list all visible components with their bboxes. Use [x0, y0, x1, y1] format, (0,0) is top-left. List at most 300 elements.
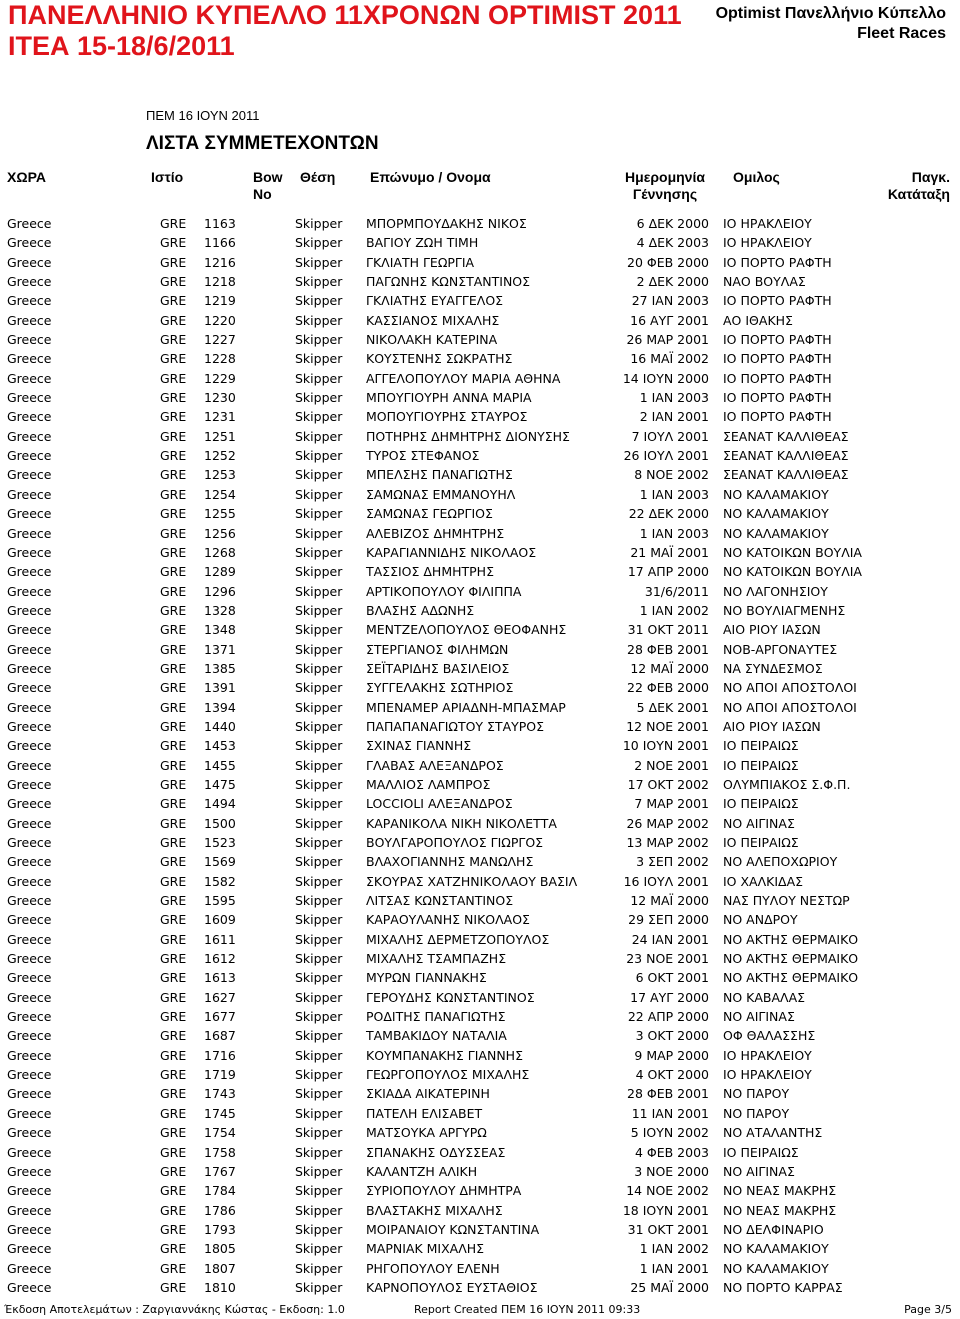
cell-birth-date: 12 ΝΟΕ 2001: [626, 718, 709, 734]
cell-sail: GRE: [160, 602, 187, 618]
cell-birth-date: 26 ΙΟΥΛ 2001: [623, 448, 709, 464]
cell-birth-date: 25 ΜΑΪ 2000: [630, 1279, 709, 1295]
cell-name: ΚΟΥΜΠΑΝΑΚΗΣ ΓΙΑΝΝΗΣ: [366, 1047, 523, 1063]
cell-country: Greece: [7, 583, 52, 599]
cell-bow-no: 1475: [204, 776, 236, 792]
cell-birth-date: 3 ΣΕΠ 2002: [636, 854, 709, 870]
cell-sail: GRE: [160, 1202, 187, 1218]
cell-sail: GRE: [160, 641, 187, 657]
table-row: [0, 698, 960, 717]
cell-country: Greece: [7, 1221, 52, 1237]
table-row: [0, 891, 960, 910]
cell-country: Greece: [7, 1183, 52, 1199]
cell-bow-no: 1219: [204, 293, 236, 309]
cell-name: ΑΛΕΒΙΖΟΣ ΔΗΜΗΤΡΗΣ: [366, 525, 505, 541]
column-header-bow-line1: Bow: [253, 169, 283, 185]
cell-country: Greece: [7, 757, 52, 773]
cell-country: Greece: [7, 254, 52, 270]
cell-sail: GRE: [160, 1221, 187, 1237]
table-row: [0, 407, 960, 426]
column-header-bow: [253, 169, 283, 203]
report-date: ΠΕΜ 16 ΙΟΥΝ 2011: [146, 108, 260, 123]
cell-name: ΝΙΚΟΛΑΚΗ ΚΑΤΕΡΙΝΑ: [366, 332, 498, 348]
cell-position: Skipper: [295, 738, 343, 754]
column-header-birth: [610, 169, 720, 203]
cell-birth-date: 17 ΑΠΡ 2000: [627, 564, 709, 580]
cell-birth-date: 21 ΜΑΪ 2001: [630, 544, 709, 560]
cell-sail: GRE: [160, 1009, 187, 1025]
cell-country: Greece: [7, 525, 52, 541]
cell-bow-no: 1348: [204, 622, 236, 638]
cell-position: Skipper: [295, 525, 343, 541]
race-type: Fleet Races: [857, 25, 946, 42]
cell-club: ΝΟΒ-ΑΡΓΟΝΑΥΤΕΣ: [723, 641, 838, 657]
cell-bow-no: 1166: [204, 235, 236, 251]
cell-bow-no: 1609: [204, 912, 236, 928]
cell-position: Skipper: [295, 931, 343, 947]
cell-sail: GRE: [160, 893, 187, 909]
page-footer: [0, 1302, 960, 1319]
column-header-country: ΧΩΡΑ: [7, 169, 46, 185]
cell-birth-date: 13 ΜΑΡ 2002: [626, 835, 709, 850]
cell-name: ΚΟΥΣΤΕΝΗΣ ΣΩΚΡΑΤΗΣ: [366, 351, 513, 367]
cell-country: Greece: [7, 680, 52, 696]
cell-name: ΒΛΑΣΤΑΚΗΣ ΜΙΧΑΛΗΣ: [366, 1202, 503, 1218]
table-row: [0, 311, 960, 330]
cell-country: Greece: [7, 1279, 52, 1295]
cell-name: ΜΙΧΑΛΗΣ ΔΕΡΜΕΤΖΟΠΟΥΛΟΣ: [366, 931, 550, 947]
cell-country: Greece: [7, 854, 52, 870]
cell-bow-no: 1296: [204, 583, 236, 599]
cell-club: ΝΟ ΑΙΓΙΝΑΣ: [723, 1163, 795, 1179]
column-header-club: Ομιλος: [733, 169, 780, 185]
cell-position: Skipper: [295, 351, 343, 367]
cell-sail: GRE: [160, 854, 187, 870]
cell-birth-date: 31/6/2011: [644, 583, 709, 599]
cell-club: ΙΟ ΠΕΙΡΑΙΩΣ: [723, 1144, 799, 1160]
cell-birth-date: 5 ΙΟΥΝ 2002: [630, 1125, 709, 1141]
column-header-bow-line2: No: [253, 186, 272, 202]
cell-birth-date: 1 ΙΑΝ 2003: [639, 486, 709, 502]
cell-club: ΝΟ ΚΑΛΑΜΑΚΙΟΥ: [723, 506, 829, 522]
cell-country: Greece: [7, 951, 52, 967]
cell-country: Greece: [7, 602, 52, 618]
cell-bow-no: 1500: [204, 815, 236, 831]
cell-club: ΑΙΟ ΡΙΟΥ ΙΑΣΩΝ: [723, 622, 821, 638]
table-row: [0, 1084, 960, 1103]
cell-sail: GRE: [160, 409, 187, 425]
cell-position: Skipper: [295, 1125, 343, 1141]
table-row: [0, 1181, 960, 1200]
cell-club: ΣΕΑΝΑΤ ΚΑΛΛΙΘΕΑΣ: [723, 428, 849, 444]
cell-country: Greece: [7, 370, 52, 386]
cell-name: ΣΕΪΤΑΡΙΔΗΣ ΒΑΣΙΛΕΙΟΣ: [366, 660, 510, 676]
table-row: [0, 1007, 960, 1026]
cell-club: ΙΟ ΗΡΑΚΛΕΙΟΥ: [723, 235, 812, 251]
cell-country: Greece: [7, 660, 52, 676]
cell-bow-no: 1677: [204, 1009, 236, 1025]
cell-bow-no: 1745: [204, 1105, 236, 1121]
event-location-dates: ΙΤΕΑ 15-18/6/2011: [8, 31, 235, 61]
cell-position: Skipper: [295, 274, 343, 290]
table-row: [0, 717, 960, 736]
cell-club: ΙΟ ΗΡΑΚΛΕΙΟΥ: [723, 216, 812, 231]
cell-bow-no: 1391: [204, 680, 236, 696]
cell-bow-no: 1494: [204, 796, 236, 812]
cell-name: ΜΠΟΥΓΙΟΥΡΗ ΑΝΝΑ ΜΑΡΙΑ: [366, 390, 532, 406]
cell-sail: GRE: [160, 1279, 187, 1295]
cell-sail: GRE: [160, 989, 187, 1005]
cell-birth-date: 2 ΝΟΕ 2001: [634, 757, 709, 773]
cell-name: ΜΠΟΡΜΠΟΥΔΑΚΗΣ ΝΙΚΟΣ: [366, 216, 527, 231]
cell-club: ΝΟ ΑΠΟΙ ΑΠΟΣΤΟΛΟΙ: [723, 699, 857, 715]
cell-position: Skipper: [295, 1105, 343, 1121]
cell-club: ΙΟ ΠΟΡΤΟ ΡΑΦΤΗ: [723, 293, 832, 309]
cell-position: Skipper: [295, 757, 343, 773]
cell-sail: GRE: [160, 1260, 187, 1276]
footer-report-created: Report Created ΠΕΜ 16 ΙΟΥΝ 2011 09:33: [414, 1303, 641, 1316]
cell-sail: GRE: [160, 1125, 187, 1141]
cell-club: ΙΟ ΠΟΡΤΟ ΡΑΦΤΗ: [723, 332, 832, 348]
table-row: [0, 1201, 960, 1220]
cell-club: ΝΑ ΣΥΝΔΕΣΜΟΣ: [723, 660, 823, 676]
cell-sail: GRE: [160, 216, 187, 231]
cell-birth-date: 29 ΣΕΠ 2000: [628, 912, 709, 928]
cell-sail: GRE: [160, 254, 187, 270]
cell-birth-date: 17 ΟΚΤ 2002: [627, 776, 709, 792]
cell-birth-date: 26 ΜΑΡ 2002: [626, 815, 709, 831]
table-row: [0, 504, 960, 523]
cell-birth-date: 12 ΜΑΪ 2000: [630, 660, 709, 676]
cell-sail: GRE: [160, 583, 187, 599]
cell-bow-no: 1784: [204, 1183, 236, 1199]
cell-sail: GRE: [160, 718, 187, 734]
cell-sail: GRE: [160, 951, 187, 967]
cell-name: ΜΥΡΩΝ ΓΙΑΝΝΑΚΗΣ: [366, 970, 487, 986]
cell-club: ΝΟ ΝΕΑΣ ΜΑΚΡΗΣ: [723, 1183, 837, 1199]
cell-sail: GRE: [160, 370, 187, 386]
cell-club: ΑΟ ΙΘΑΚΗΣ: [723, 312, 793, 328]
table-row: [0, 1278, 960, 1297]
cell-bow-no: 1229: [204, 370, 236, 386]
cell-bow-no: 1613: [204, 970, 236, 986]
cell-position: Skipper: [295, 776, 343, 792]
table-row: [0, 833, 960, 852]
cell-position: Skipper: [295, 564, 343, 580]
cell-position: Skipper: [295, 428, 343, 444]
cell-position: Skipper: [295, 1144, 343, 1160]
cell-sail: GRE: [160, 1105, 187, 1121]
cell-birth-date: 26 ΜΑΡ 2001: [626, 332, 709, 348]
cell-country: Greece: [7, 486, 52, 502]
cell-name: ΣΥΓΓΕΛΑΚΗΣ ΣΩΤΗΡΙΟΣ: [366, 680, 514, 696]
cell-club: ΝΟ ΔΕΛΦΙΝΑΡΙΟ: [723, 1221, 824, 1237]
table-row: [0, 988, 960, 1007]
cell-name: ΓΚΛΙΑΤΗΣ ΕΥΑΓΓΕΛΟΣ: [366, 293, 504, 309]
cell-country: Greece: [7, 544, 52, 560]
cell-birth-date: 20 ΦΕΒ 2000: [627, 254, 709, 270]
cell-bow-no: 1687: [204, 1028, 236, 1044]
cell-country: Greece: [7, 467, 52, 483]
cell-position: Skipper: [295, 796, 343, 812]
cell-club: ΙΟ ΠΕΙΡΑΙΩΣ: [723, 796, 799, 812]
table-row: [0, 1123, 960, 1142]
cell-name: ΒΑΓΙΟΥ ΖΩΗ ΤΙΜΗ: [366, 235, 479, 251]
cell-country: Greece: [7, 1047, 52, 1063]
cell-position: Skipper: [295, 409, 343, 425]
cell-country: Greece: [7, 989, 52, 1005]
cell-country: Greece: [7, 931, 52, 947]
cell-bow-no: 1255: [204, 506, 236, 522]
cell-name: ΣΚΟΥΡΑΣ ΧΑΤΖΗΝΙΚΟΛΑΟΥ ΒΑΣΙΛ: [366, 873, 578, 889]
cell-club: ΝΟ ΚΑΛΑΜΑΚΙΟΥ: [723, 1260, 829, 1276]
cell-country: Greece: [7, 235, 52, 251]
cell-name: ΜΟΙΡΑΝΑΙΟΥ ΚΩΝΣΤΑΝΤΙΝΑ: [366, 1221, 540, 1237]
cell-bow-no: 1268: [204, 544, 236, 560]
cell-birth-date: 1 ΙΑΝ 2001: [639, 1260, 709, 1276]
table-row: [0, 1162, 960, 1181]
cell-birth-date: 23 ΝΟΕ 2001: [626, 951, 709, 967]
cell-name: LOCCIOLI ΑΛΕΞΑΝΔΡΟΣ: [366, 796, 513, 812]
cell-birth-date: 2 ΔΕΚ 2000: [636, 274, 709, 290]
table-row: [0, 465, 960, 484]
cell-country: Greece: [7, 312, 52, 328]
column-header-rank-line1: Παγκ.: [911, 169, 950, 185]
cell-club: ΝΟ ΑΙΓΙΝΑΣ: [723, 1009, 795, 1025]
event-title: ΠΑΝΕΛΛΗΝΙΟ ΚΥΠΕΛΛΟ 11ΧΡΟΝΩΝ OPTIMIST 2011: [8, 0, 682, 30]
table-row: [0, 446, 960, 465]
cell-country: Greece: [7, 351, 52, 367]
table-row: [0, 1239, 960, 1258]
cell-country: Greece: [7, 835, 52, 850]
cell-birth-date: 5 ΔΕΚ 2001: [636, 699, 709, 715]
cell-sail: GRE: [160, 274, 187, 290]
cell-name: ΒΟΥΛΓΑΡΟΠΟΥΛΟΣ ΓΙΩΡΓΟΣ: [366, 835, 544, 850]
cell-country: Greece: [7, 912, 52, 928]
cell-club: ΝΟ ΒΟΥΛΙΑΓΜΕΝΗΣ: [723, 602, 846, 618]
cell-position: Skipper: [295, 293, 343, 309]
cell-country: Greece: [7, 390, 52, 406]
cell-bow-no: 1231: [204, 409, 236, 425]
cell-country: Greece: [7, 1241, 52, 1257]
footer-page-number: Page 3/5: [904, 1303, 952, 1316]
cell-name: ΣΑΜΩΝΑΣ ΓΕΩΡΓΙΟΣ: [366, 506, 493, 522]
cell-birth-date: 18 ΙΟΥΝ 2001: [622, 1202, 709, 1218]
table-row: [0, 1046, 960, 1065]
cell-country: Greece: [7, 796, 52, 812]
cell-bow-no: 1810: [204, 1279, 236, 1295]
cell-country: Greece: [7, 1202, 52, 1218]
cell-birth-date: 1 ΙΑΝ 2003: [639, 525, 709, 541]
cell-birth-date: 16 ΑΥΓ 2001: [630, 312, 709, 328]
cell-club: ΝΟ ΑΙΓΙΝΑΣ: [723, 815, 795, 831]
participants-table-body: [0, 214, 960, 1297]
cell-country: Greece: [7, 738, 52, 754]
cell-bow-no: 1805: [204, 1241, 236, 1257]
cell-sail: GRE: [160, 525, 187, 541]
cell-position: Skipper: [295, 622, 343, 638]
cell-sail: GRE: [160, 757, 187, 773]
cell-name: ΤΑΣΣΙΟΣ ΔΗΜΗΤΡΗΣ: [366, 564, 494, 580]
footer-edition: Έκδοση Αποτελεμάτων : Ζαργιαννάκης Κώστας - Εκδοση: 1.0: [4, 1303, 345, 1316]
table-row: [0, 427, 960, 446]
cell-sail: GRE: [160, 1241, 187, 1257]
cell-sail: GRE: [160, 776, 187, 792]
cell-club: ΣΕΑΝΑΤ ΚΑΛΛΙΘΕΑΣ: [723, 467, 849, 483]
cell-birth-date: 16 ΙΟΥΛ 2001: [623, 873, 709, 889]
table-row: [0, 620, 960, 639]
cell-country: Greece: [7, 1067, 52, 1083]
cell-country: Greece: [7, 409, 52, 425]
cell-position: Skipper: [295, 1260, 343, 1276]
cell-name: ΒΛΑΧΟΓΙΑΝΝΗΣ ΜΑΝΩΛΗΣ: [366, 854, 534, 870]
cell-bow-no: 1254: [204, 486, 236, 502]
cell-bow-no: 1627: [204, 989, 236, 1005]
cell-club: ΝΟ ΚΑΒΑΛΑΣ: [723, 989, 806, 1005]
cell-country: Greece: [7, 970, 52, 986]
cell-bow-no: 1807: [204, 1260, 236, 1276]
cell-name: ΜΕΝΤΖΕΛΟΠΟΥΛΟΣ ΘΕΟΦΑΝΗΣ: [366, 622, 567, 638]
cell-position: Skipper: [295, 486, 343, 502]
table-row: [0, 1259, 960, 1278]
cell-birth-date: 22 ΔΕΚ 2000: [628, 506, 709, 522]
cell-country: Greece: [7, 622, 52, 638]
cell-position: Skipper: [295, 1047, 343, 1063]
cell-bow-no: 1453: [204, 738, 236, 754]
cell-country: Greece: [7, 699, 52, 715]
cell-position: Skipper: [295, 893, 343, 909]
table-row: [0, 640, 960, 659]
cell-position: Skipper: [295, 583, 343, 599]
cell-club: ΣΕΑΝΑΤ ΚΑΛΛΙΘΕΑΣ: [723, 448, 849, 464]
cell-bow-no: 1220: [204, 312, 236, 328]
cell-club: ΙΟ ΠΟΡΤΟ ΡΑΦΤΗ: [723, 370, 832, 386]
cell-sail: GRE: [160, 680, 187, 696]
cell-sail: GRE: [160, 506, 187, 522]
cell-name: ΓΕΡΟΥΔΗΣ ΚΩΝΣΤΑΝΤΙΝΟΣ: [366, 989, 535, 1005]
cell-sail: GRE: [160, 796, 187, 812]
table-row: [0, 601, 960, 620]
table-row: [0, 1104, 960, 1123]
cell-position: Skipper: [295, 1067, 343, 1083]
cell-club: ΝΑΟ ΒΟΥΛΑΣ: [723, 274, 806, 290]
cell-name: ΚΑΡΝΟΠΟΥΛΟΣ ΕΥΣΤΑΘΙΟΣ: [366, 1279, 538, 1295]
cell-sail: GRE: [160, 1067, 187, 1083]
cell-club: ΝΟ ΚΑΤΟΙΚΩΝ ΒΟΥΛΙΑ: [723, 544, 862, 560]
cell-birth-date: 2 ΙΑΝ 2001: [639, 409, 709, 425]
cell-birth-date: 28 ΦΕΒ 2001: [627, 641, 709, 657]
cell-sail: GRE: [160, 235, 187, 251]
cell-country: Greece: [7, 428, 52, 444]
cell-country: Greece: [7, 1144, 52, 1160]
table-row: [0, 814, 960, 833]
cell-bow-no: 1767: [204, 1163, 236, 1179]
table-row: [0, 582, 960, 601]
cell-birth-date: 9 ΜΑΡ 2000: [634, 1047, 709, 1063]
cell-club: ΝΟ ΚΑΛΑΜΑΚΙΟΥ: [723, 1241, 829, 1257]
cell-position: Skipper: [295, 660, 343, 676]
cell-birth-date: 16 ΜΑΪ 2002: [630, 351, 709, 367]
cell-name: ΣΠΑΝΑΚΗΣ ΟΔΥΣΣΕΑΣ: [366, 1144, 506, 1160]
cell-position: Skipper: [295, 1183, 343, 1199]
cell-name: ΒΛΑΣΗΣ ΑΔΩΝΗΣ: [366, 602, 475, 618]
cell-sail: GRE: [160, 467, 187, 483]
column-header-rank-line2: Κατάταξη: [887, 186, 950, 202]
cell-club: ΙΟ ΠΕΙΡΑΙΩΣ: [723, 835, 799, 850]
cell-country: Greece: [7, 448, 52, 464]
cell-name: ΜΑΡΝΙΑΚ ΜΙΧΑΛΗΣ: [366, 1241, 485, 1257]
cell-name: ΓΚΛΙΑΤΗ ΓΕΩΡΓΙΑ: [366, 254, 475, 270]
cell-country: Greece: [7, 1105, 52, 1121]
cell-sail: GRE: [160, 448, 187, 464]
cell-bow-no: 1716: [204, 1047, 236, 1063]
cell-bow-no: 1786: [204, 1202, 236, 1218]
cell-bow-no: 1793: [204, 1221, 236, 1237]
cell-birth-date: 1 ΙΑΝ 2003: [639, 390, 709, 406]
table-row: [0, 524, 960, 543]
cell-name: ΠΑΤΕΛΗ ΕΛΙΣΑΒΕΤ: [366, 1105, 483, 1121]
cell-birth-date: 1 ΙΑΝ 2002: [639, 602, 709, 618]
table-row: [0, 233, 960, 252]
cell-name: ΣΚΙΑΔΑ ΑΙΚΑΤΕΡΙΝΗ: [366, 1086, 490, 1102]
cell-club: ΝΟ ΑΚΤΗΣ ΘΕΡΜΑΙΚΟ: [723, 970, 859, 986]
cell-club: ΝΟ ΑΚΤΗΣ ΘΕΡΜΑΙΚΟ: [723, 931, 859, 947]
cell-position: Skipper: [295, 332, 343, 348]
cell-birth-date: 4 ΦΕΒ 2003: [634, 1144, 709, 1160]
table-row: [0, 659, 960, 678]
table-row: [0, 968, 960, 987]
cell-bow-no: 1163: [204, 216, 236, 231]
table-row: [0, 291, 960, 310]
cell-name: ΡΟΔΙΤΗΣ ΠΑΝΑΓΙΩΤΗΣ: [366, 1009, 506, 1025]
cell-country: Greece: [7, 1028, 52, 1044]
cell-country: Greece: [7, 1086, 52, 1102]
cell-name: ΛΙΤΣΑΣ ΚΩΝΣΤΑΝΤΙΝΟΣ: [366, 893, 514, 909]
cell-sail: GRE: [160, 738, 187, 754]
cell-position: Skipper: [295, 718, 343, 734]
cell-club: ΝΟ ΠΟΡΤΟ ΚΑΡΡΑΣ: [723, 1279, 843, 1295]
cell-name: ΠΑΓΩΝΗΣ ΚΩΝΣΤΑΝΤΙΝΟΣ: [366, 274, 531, 290]
table-row: [0, 349, 960, 368]
cell-country: Greece: [7, 1163, 52, 1179]
cell-sail: GRE: [160, 332, 187, 348]
cell-bow-no: 1394: [204, 699, 236, 715]
cell-name: ΜΟΠΟΥΓΙΟΥΡΗΣ ΣΤΑΥΡΟΣ: [366, 409, 528, 425]
cell-sail: GRE: [160, 835, 187, 850]
cell-club: ΝΟ ΠΑΡΟΥ: [723, 1105, 790, 1121]
cell-bow-no: 1719: [204, 1067, 236, 1083]
cell-country: Greece: [7, 293, 52, 309]
cell-position: Skipper: [295, 1202, 343, 1218]
table-row: [0, 930, 960, 949]
cell-name: ΣΥΡΙΟΠΟΥΛΟΥ ΔΗΜΗΤΡΑ: [366, 1183, 522, 1199]
cell-name: ΑΓΓΕΛΟΠΟΥΛΟΥ ΜΑΡΙΑ ΑΘΗΝΑ: [366, 370, 561, 386]
cell-club: ΙΟ ΠΟΡΤΟ ΡΑΦΤΗ: [723, 254, 832, 270]
table-row: [0, 775, 960, 794]
cell-club: ΝΟ ΚΑΛΑΜΑΚΙΟΥ: [723, 525, 829, 541]
cell-birth-date: 31 ΟΚΤ 2001: [627, 1221, 709, 1237]
cell-sail: GRE: [160, 931, 187, 947]
cell-birth-date: 7 ΙΟΥΛ 2001: [631, 428, 709, 444]
cell-club: ΝΟ ΑΛΕΠΟΧΩΡΙΟΥ: [723, 854, 838, 870]
table-row: [0, 756, 960, 775]
cell-club: ΝΟ ΑΤΑΛΑΝΤΗΣ: [723, 1125, 823, 1141]
cell-birth-date: 10 ΙΟΥΝ 2001: [622, 738, 709, 754]
cell-sail: GRE: [160, 293, 187, 309]
cell-position: Skipper: [295, 506, 343, 522]
cell-country: Greece: [7, 506, 52, 522]
cell-bow-no: 1227: [204, 332, 236, 348]
